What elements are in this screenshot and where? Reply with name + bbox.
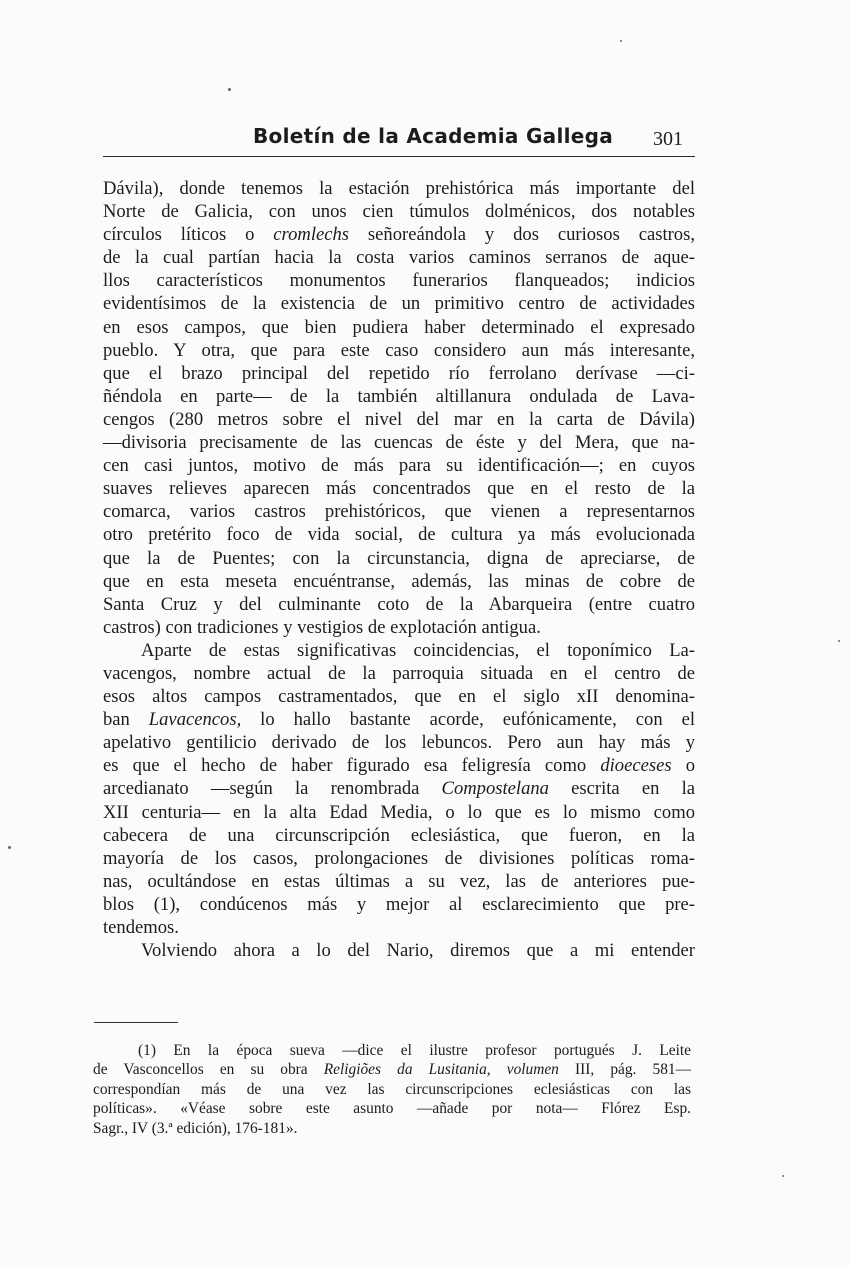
text-segment: lo hallo bastante acorde, eufónicamente, con el: [241, 709, 695, 731]
journal-title: Boletín de la Academia Gallega: [253, 124, 614, 148]
body-line: nas, ocultándose en estas últimas a su vez, las de anteriores pue-: [103, 870, 695, 892]
footnote-line: Sagr., IV (3.ª edición), 176-181».: [93, 1119, 298, 1137]
scan-speck: [838, 640, 840, 642]
footnote-line: [93, 1060, 691, 1079]
text-segment: de Vasconcellos en su obra: [93, 1061, 324, 1079]
text-segment: ban: [103, 709, 149, 731]
footnote-line: (1) En la época sueva —dice el ilustre profesor portugués J. Leite: [138, 1042, 691, 1059]
body-line: Norte de Galicia, con unos cien túmulos dolménicos, dos notables: [103, 201, 695, 223]
text-segment: arcedianato —según la renombrada: [103, 778, 442, 800]
footnote-line: correspondían más de una vez las circunscripciones eclesiásticas con las: [93, 1080, 691, 1098]
body-line: cen casi juntos, motivo de más para su identificación—; en cuyos: [103, 455, 695, 477]
italic-text: cromlechs: [273, 224, 350, 246]
body-text: [103, 177, 695, 962]
page-number: 301: [653, 128, 683, 150]
body-line: Dávila), donde tenemos la estación prehistórica más importante del: [103, 178, 695, 199]
scan-speck: [620, 40, 622, 42]
body-line: que el brazo principal del repetido río ferrolano derívase —ci-: [103, 362, 695, 384]
body-line: castros) con tradiciones y vestigios de explotación antigua.: [103, 616, 541, 638]
body-line: [103, 777, 695, 800]
body-line: en esos campos, que bien pudiera haber determinado el expresado: [103, 316, 695, 338]
body-line: que en esta meseta encuéntranse, además, las minas de cobre de: [103, 570, 695, 592]
body-line: llos característicos monumentos funerarios flanqueados; indicios: [103, 270, 695, 292]
body-line: cengos (280 metros sobre el nivel del mar en la carta de Dávila): [103, 408, 695, 430]
text-segment: o: [671, 755, 695, 777]
body-line: comarca, varios castros prehistóricos, que vienen a representarnos: [103, 501, 695, 523]
body-line: que la de Puentes; con la circunstancia, digna de apreciarse, de: [103, 547, 695, 569]
body-line: [103, 223, 695, 246]
italic-text: Religiões da Lusitania, volumen: [323, 1061, 559, 1079]
body-line: pueblo. Y otra, que para este caso considero aun más interesante,: [103, 339, 695, 361]
scan-speck: [782, 1175, 784, 1177]
body-line: —divisoria precisamente de las cuencas de éste y del Mera, que na-: [103, 432, 695, 454]
text-segment: señoreándola y dos curiosos castros,: [349, 224, 695, 246]
text-segment: es que el hecho de haber figurado esa feligresía como: [103, 755, 601, 777]
body-line: esos altos campos castramentados, que en el siglo xII denomina-: [103, 686, 695, 708]
body-line: XII centuria— en la alta Edad Media, o lo que es lo mismo como: [103, 801, 695, 823]
body-line: evidentísimos de la existencia de un primitivo centro de actividades: [103, 293, 695, 315]
text-segment: III, pág. 581—: [558, 1061, 691, 1079]
body-line: mayoría de los casos, prolongaciones de divisiones políticas roma-: [103, 847, 695, 869]
footnote: [93, 1041, 691, 1138]
italic-text: dioeceses: [600, 755, 672, 777]
body-line: cabecera de una circunscripción eclesiástica, que fueron, en la: [103, 824, 695, 846]
body-line: Aparte de estas significativas coincidencias, el toponímico La-: [141, 639, 695, 661]
scan-speck: [8, 846, 11, 849]
italic-text: Lavacencos,: [148, 709, 242, 731]
body-line: vacengos, nombre actual de la parroquia situada en el centro de: [103, 662, 695, 684]
body-line: apelativo gentilicio derivado de los lebuncos. Pero aun hay más y: [103, 732, 695, 754]
body-line: ñéndola en parte— de la también altillanura ondulada de Lava-: [103, 385, 695, 407]
footnote-rule: [94, 1022, 178, 1023]
body-line: [103, 754, 695, 777]
body-line: de la cual partían hacia la costa varios caminos serranos de aque-: [103, 247, 695, 269]
body-line: Volviendo ahora a lo del Nario, diremos que a mi entender: [141, 940, 695, 962]
body-line: [103, 708, 695, 731]
text-segment: escrita en la: [548, 778, 695, 800]
text-segment: círculos líticos o: [103, 224, 274, 246]
body-line: otro pretérito foco de vida social, de cultura ya más evolucionada: [103, 524, 695, 546]
body-line: Santa Cruz y del culminante coto de la Abarqueira (entre cuatro: [103, 593, 695, 615]
body-line: tendemos.: [103, 917, 179, 938]
body-line: suaves relieves aparecen más concentrados que en el resto de la: [103, 478, 695, 500]
italic-text: Compostelana: [441, 778, 549, 800]
scan-speck: [228, 88, 231, 91]
running-header: [103, 122, 695, 157]
body-line: blos (1), condúcenos más y mejor al esclarecimiento que pre-: [103, 893, 695, 915]
footnote-line: políticas». «Véase sobre este asunto —añade por nota— Flórez Esp.: [93, 1100, 691, 1118]
